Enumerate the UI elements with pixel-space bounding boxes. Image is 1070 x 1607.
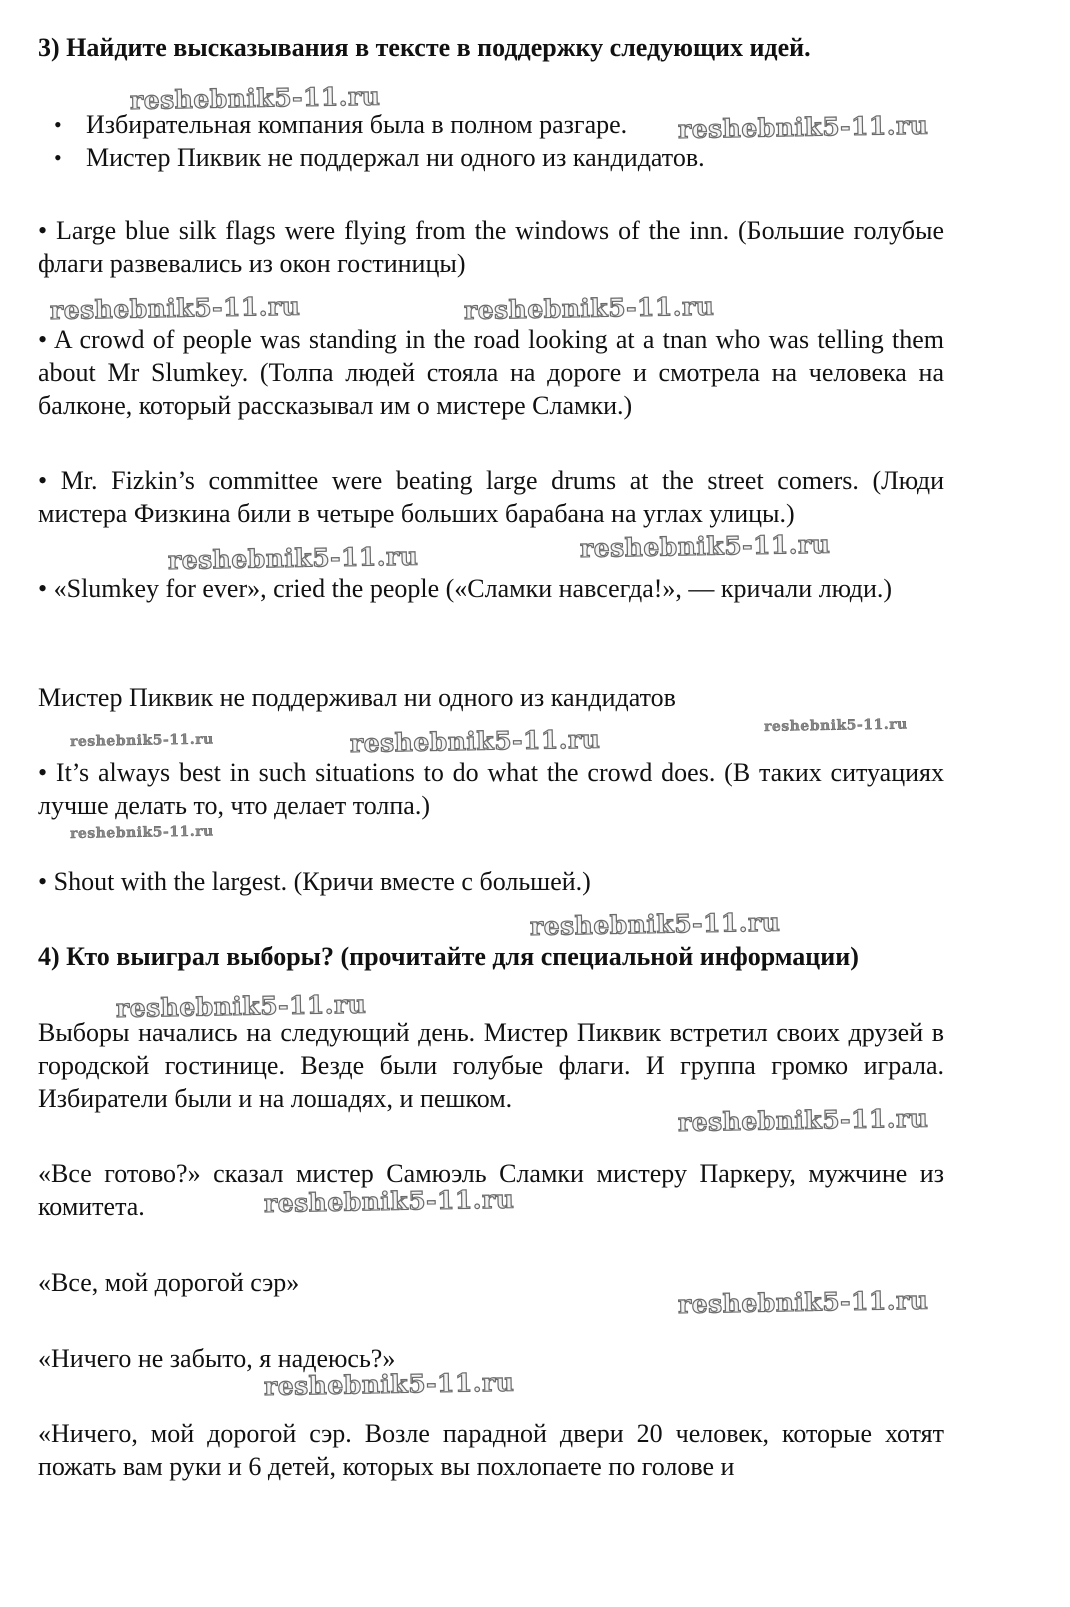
- watermark: reshebnik5-11.ru: [69, 731, 214, 750]
- watermark: reshebnik5-11.ru: [529, 907, 781, 941]
- watermark: reshebnik5-11.ru: [263, 1367, 515, 1401]
- watermark: reshebnik5-11.ru: [677, 1285, 929, 1319]
- pickwick-subheading: Мистер Пиквик не поддерживал ни одного из кандидатов: [38, 683, 676, 712]
- watermark: reshebnik5-11.ru: [129, 81, 381, 115]
- watermark: reshebnik5-11.ru: [463, 291, 715, 325]
- watermark: reshebnik5-11.ru: [263, 1184, 515, 1218]
- watermark: reshebnik5-11.ru: [69, 823, 214, 842]
- idea-item-2: • Мистер Пиквик не поддержал ни одного из кандидатов.: [48, 141, 705, 174]
- watermark: reshebnik5-11.ru: [49, 291, 301, 325]
- watermark: reshebnik5-11.ru: [677, 110, 929, 144]
- story-paragraph-4: «Ничего не забыто, я надеюсь?»: [38, 1344, 396, 1373]
- quote-drums: • Mr. Fizkin’s committee were beating large drums at the street comers. (Люди мистера Физкина били в четыре больших барабана на углах улицы.): [38, 466, 944, 528]
- watermark: reshebnik5-11.ru: [167, 541, 419, 575]
- watermark: reshebnik5-11.ru: [349, 724, 601, 758]
- watermark: reshebnik5-11.ru: [763, 716, 908, 735]
- section-4-heading: 4) Кто выиграл выборы? (прочитайте для специальной информации): [38, 942, 859, 971]
- quote-flags: • Large blue silk flags were flying from the windows of the inn. (Большие голубые флаги развевались из окон гостиницы): [38, 216, 944, 278]
- ideas-list: [48, 108, 705, 174]
- watermark: reshebnik5-11.ru: [677, 1103, 929, 1137]
- quote-shout: • Shout with the largest. (Кричи вместе с большей.): [38, 867, 591, 896]
- story-paragraph-2: «Все готово?» сказал мистер Самюэль Сламки мистеру Паркеру, мужчине из комитета.: [38, 1159, 944, 1221]
- story-paragraph-5: «Ничего, мой дорогой сэр. Возле парадной двери 20 человек, которые хотят пожать вам руки и 6 детей, которых вы похлопаете по голове и: [38, 1419, 944, 1481]
- watermark: reshebnik5-11.ru: [579, 529, 831, 563]
- story-paragraph-1: Выборы начались на следующий день. Мистер Пиквик встретил своих друзей в городской гостинице. Везде были голубые флаги. И группа громко играла. Избиратели были и на лошадях, и пешком.: [38, 1018, 944, 1113]
- quote-slumkey: • «Slumkey for ever», cried the people («Сламки навсегда!», — кричали люди.): [38, 574, 893, 603]
- quote-crowd-does: • It’s always best in such situations to do what the crowd does. (В таких ситуациях лучше делать то, что делает толпа.): [38, 758, 944, 820]
- idea-item-1: • Избирательная компания была в полном разгаре.: [48, 108, 705, 141]
- section-3-heading: 3) Найдите высказывания в тексте в поддержку следующих идей.: [38, 33, 811, 62]
- story-paragraph-3: «Все, мой дорогой сэр»: [38, 1268, 300, 1297]
- quote-crowd: • A crowd of people was standing in the road looking at a tnan who was telling them about Mr Slumkey. (Толпа людей стояла на дороге и смотрела на человека на балконе, который рассказывал им о мистере Сламки.): [38, 325, 944, 420]
- watermark: reshebnik5-11.ru: [115, 989, 367, 1023]
